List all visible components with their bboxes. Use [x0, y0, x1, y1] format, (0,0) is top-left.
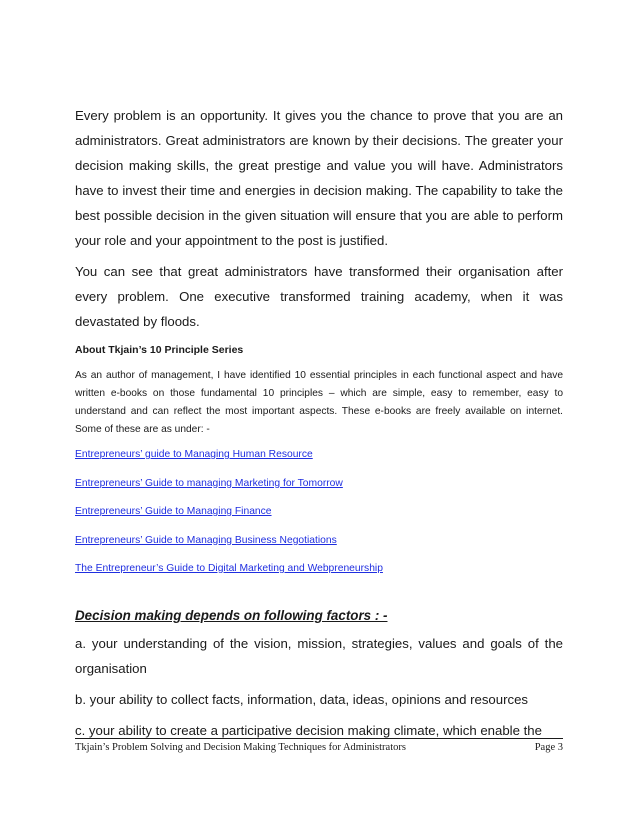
page-footer	[75, 741, 563, 755]
footer-divider	[75, 738, 563, 739]
page-content	[75, 103, 563, 743]
page-number: Page 3	[534, 742, 563, 753]
factors-heading: Decision making depends on following factors : -	[75, 608, 388, 623]
body-paragraph-2: You can see that great administrators have transformed their organisation after every problem. One executive transformed training academy, when it was devastated by floods.	[75, 264, 563, 329]
body-paragraph-1: Every problem is an opportunity. It gives you the chance to prove that you are an administrators. Great administrators are known by their decisions. The greater your decision making skills, the great prestige and value you will have. Administrators have to invest their time and energies in decision making. The capability to take the best possible decision in the given situation will ensure that you are able to perform your role and your appointment to the post is justified.	[75, 108, 563, 248]
ebook-link-marketing[interactable]: Entrepreneurs’ Guide to managing Marketing for Tomorrow	[75, 477, 343, 489]
footer-title: Tkjain’s Problem Solving and Decision Making Techniques for Administrators	[75, 742, 406, 753]
ebook-link-list	[75, 448, 563, 576]
factor-item-a: a. your understanding of the vision, mission, strategies, values and goals of the organisation	[75, 636, 563, 676]
factor-item-c: c. your ability to create a participative decision making climate, which enable the	[75, 723, 542, 738]
ebook-link-digital-marketing[interactable]: The Entrepreneur’s Guide to Digital Marketing and Webpreneurship	[75, 563, 383, 574]
ebook-link-human-resource[interactable]: Entrepreneurs’ guide to Managing Human Resource	[75, 449, 313, 460]
ebook-link-finance[interactable]: Entrepreneurs’ Guide to Managing Finance	[75, 506, 272, 517]
factor-item-b: b. your ability to collect facts, information, data, ideas, opinions and resources	[75, 692, 529, 707]
about-series-text: As an author of management, I have identified 10 essential principles in each functional aspect and have written e-books on those fundamental 10 principles – which are simple, easy to remember, easy to understand and can reflect the most important aspects. These e-books are freely available on internet. Some of these are as under: -	[75, 370, 563, 435]
about-series-heading: About Tkjain’s 10 Principle Series	[75, 344, 244, 356]
ebook-link-negotiations[interactable]: Entrepreneurs’ Guide to Managing Business Negotiations	[75, 534, 337, 546]
